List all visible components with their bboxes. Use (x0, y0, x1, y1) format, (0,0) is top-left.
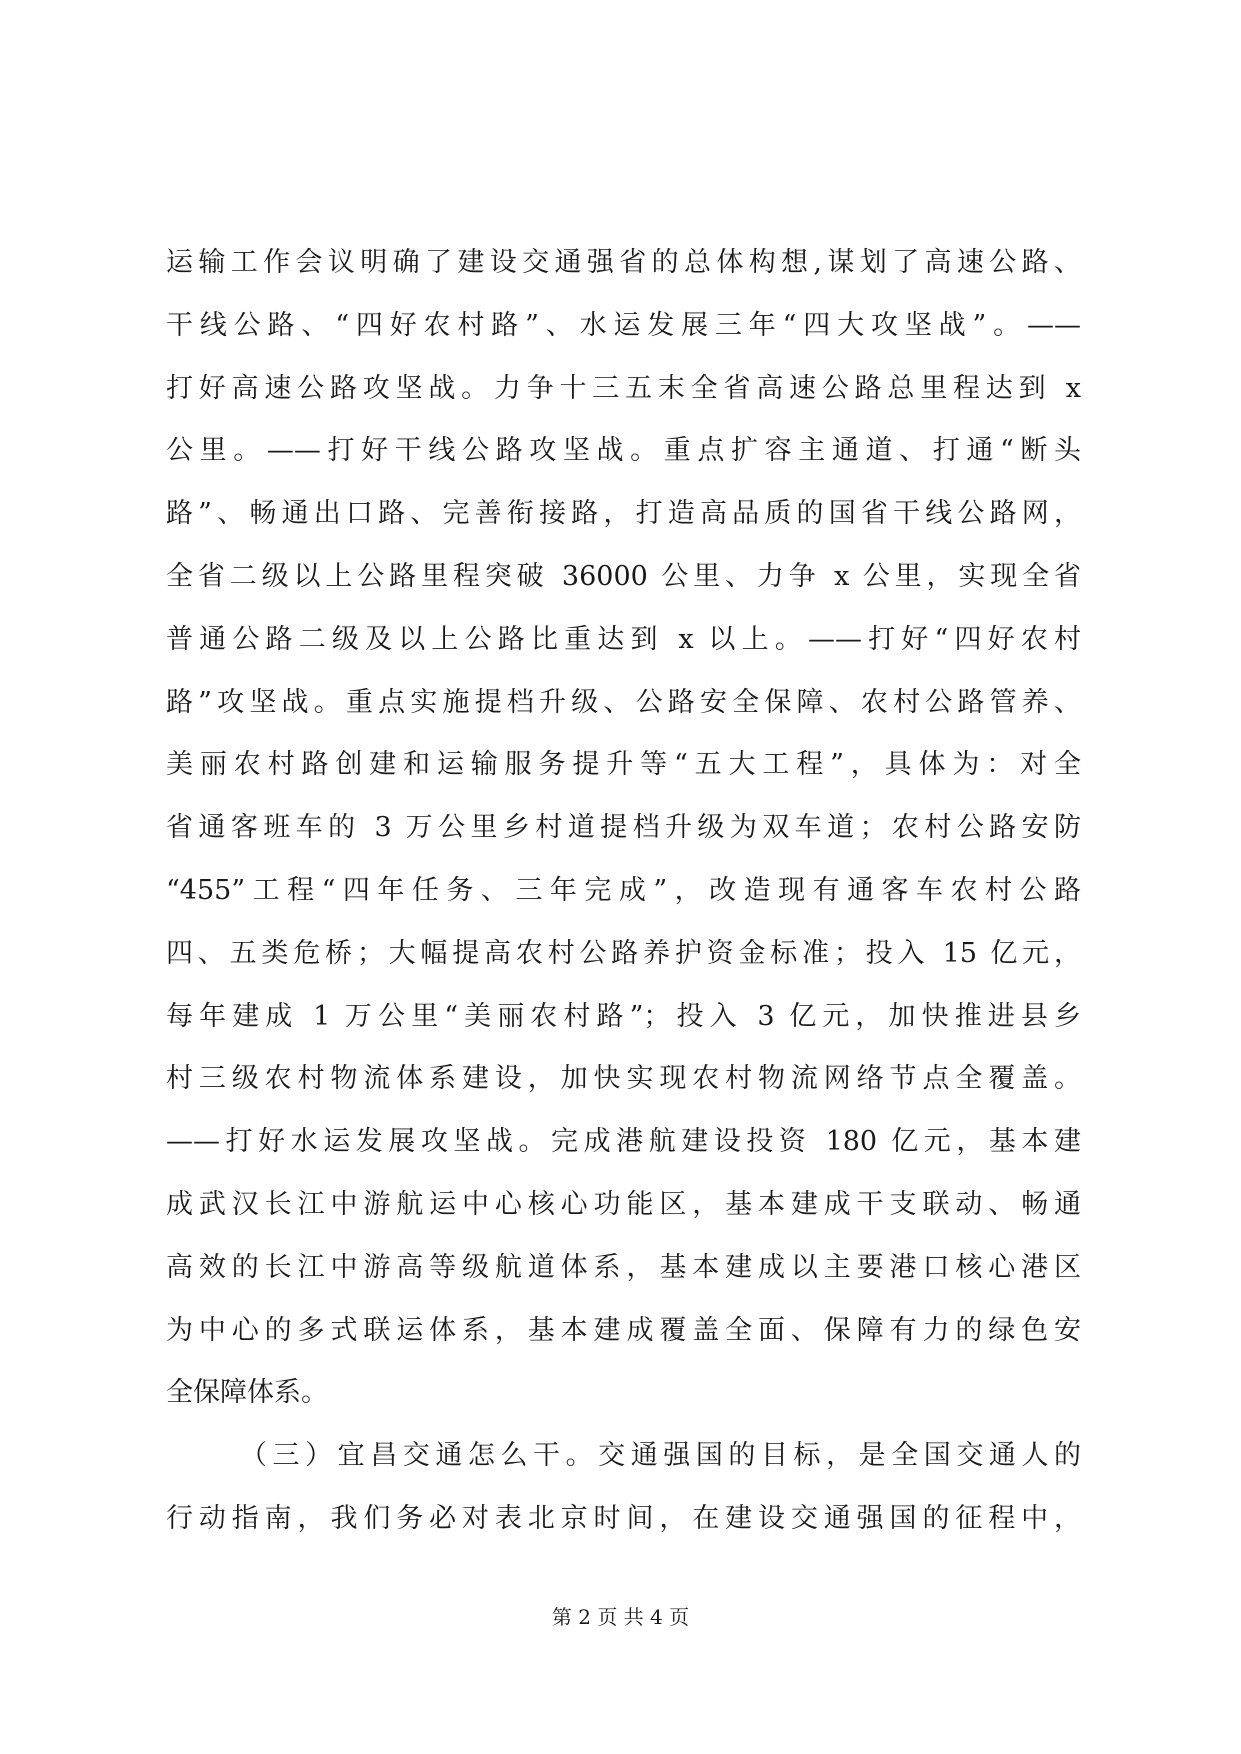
text-line-8: 路”攻坚战。重点实施提档升级、公路安全保障、农村公路管养、 (166, 686, 1081, 718)
text-line-2: 干线公路、“四好农村路”、水运发展三年“四大攻坚战”。—— (166, 309, 1081, 341)
text-line-4: 公里。——打好干线公路攻坚战。重点扩容主通道、打通“断头 (166, 435, 1081, 467)
page-number-footer: 第 2 页 共 4 页 (551, 1605, 690, 1629)
text-line-11: “455”工程“四年任务、三年完成”，改造现有通客车农村公路 (166, 874, 1081, 906)
text-line-19: 全保障体系。 (166, 1377, 328, 1409)
text-line-5: 路”、畅通出口路、完善衔接路，打造高品质的国省干线公路网， (166, 498, 1081, 530)
text-line-7: 普通公路二级及以上公路比重达到 x 以上。——打好“四好农村 (166, 623, 1081, 655)
document-body (166, 232, 1081, 1551)
text-line-16: 成武汉长江中游航运中心核心功能区，基本建成干支联动、畅通 (166, 1188, 1081, 1220)
paragraph-heading-line: （三）宜昌交通怎么干。交通强国的目标，是全国交通人的 (240, 1440, 1081, 1472)
text-line-21: 行动指南，我们务必对表北京时间，在建设交通强国的征程中， (166, 1502, 1081, 1534)
text-line-18: 为中心的多式联运体系，基本建成覆盖全面、保障有力的绿色安 (166, 1314, 1081, 1346)
text-line-17: 高效的长江中游高等级航道体系，基本建成以主要港口核心港区 (166, 1251, 1081, 1283)
text-line-1: 运输工作会议明确了建设交通强省的总体构想,谋划了高速公路、 (166, 247, 1081, 278)
text-line-6: 全省二级以上公路里程突破 36000 公里、力争 x 公里，实现全省 (166, 560, 1081, 592)
text-line-14: 村三级农村物流体系建设，加快实现农村物流网络节点全覆盖。 (166, 1063, 1081, 1095)
text-line-9: 美丽农村路创建和运输服务提升等“五大工程”，具体为：对全 (166, 749, 1081, 781)
text-line-13: 每年建成 1 万公里“美丽农村路”；投入 3 亿元，加快推进县乡 (166, 1000, 1081, 1032)
text-line-3: 打好高速公路攻坚战。力争十三五末全省高速公路总里程达到 x (166, 372, 1081, 404)
text-line-15: ——打好水运发展攻坚战。完成港航建设投资 180 亿元，基本建 (166, 1126, 1081, 1158)
text-line-10: 省通客班车的 3 万公里乡村道提档升级为双车道；农村公路安防 (166, 812, 1081, 844)
text-line-12: 四、五类危桥；大幅提高农村公路养护资金标准；投入 15 亿元， (166, 937, 1081, 969)
